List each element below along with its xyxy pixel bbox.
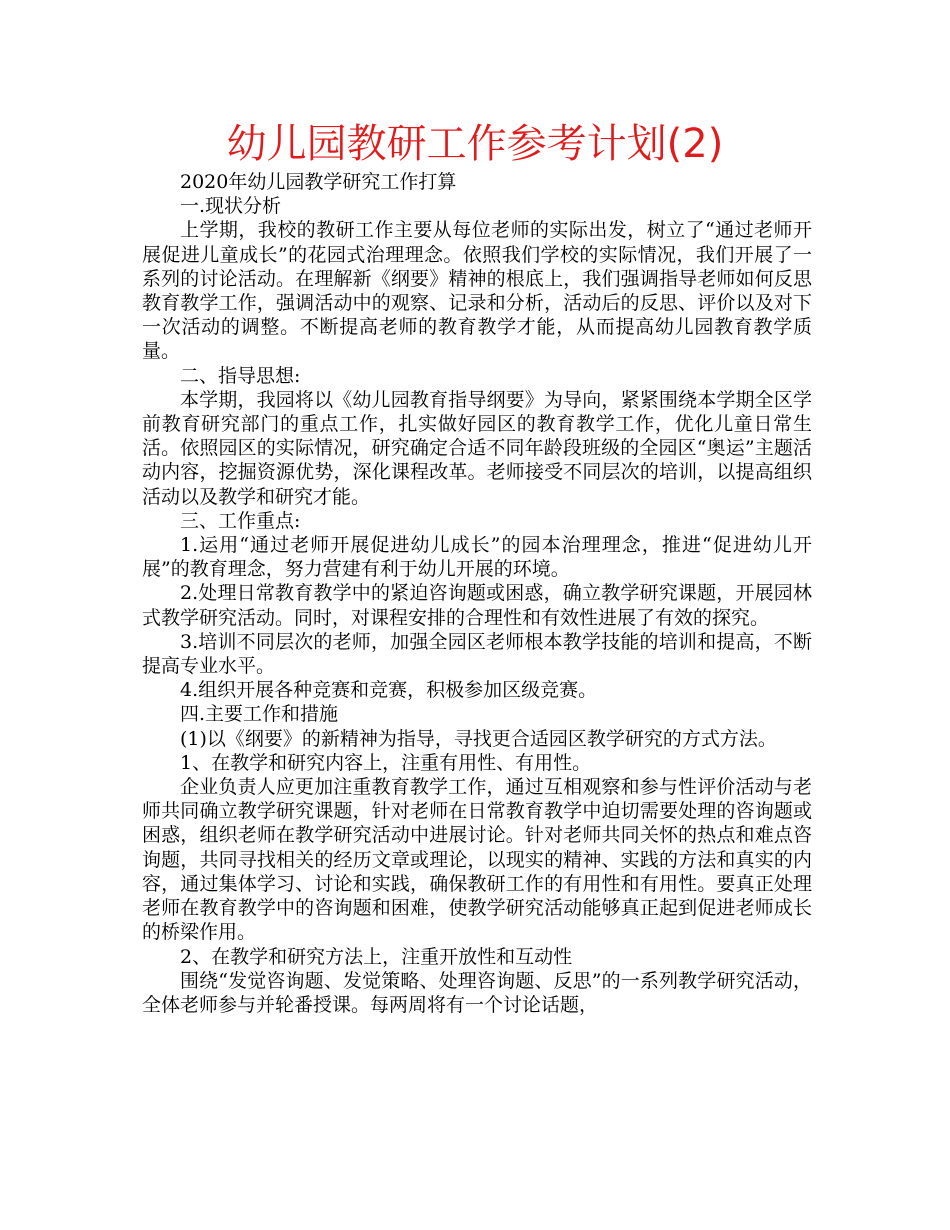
- section-heading: 一.现状分析: [180, 195, 282, 218]
- sub-heading: (1)以《纲要》的新精神为指导，寻找更合适园区教学研究的方式方法。: [180, 727, 777, 750]
- paragraph: 围绕“发觉咨询题、发觉策略、处理咨询题、反思”的一系列教学研究活动，全体老师参与并轮番授课。每两周将有一个讨论话题，: [142, 969, 812, 1016]
- paragraph: 上学期，我校的教研工作主要从每位老师的实际出发，树立了“通过老师开展促进儿童成长”的花园式治理理念。依照我们学校的实际情况，我们开展了一系列的讨论活动。在理解新《纲要》精神的根底上，我们强调指导老师如何反思教育教学工作，强调活动中的观察、记录和分析，活动后的反思、评价以及对下一次活动的调整。不断提高老师的教育教学才能，从而提高幼儿园教育教学质量。: [142, 219, 812, 363]
- section-heading: 四.主要工作和措施: [180, 703, 339, 726]
- list-item: 1.运用“通过老师开展促进幼儿成长”的园本治理理念，推进“促进幼儿开展”的教育理念，努力营建有利于幼儿开展的环境。: [142, 534, 812, 581]
- section-heading: 二、指导思想:: [180, 364, 301, 387]
- sub-heading: 1、在教学和研究内容上，注重有用性、有用性。: [180, 751, 592, 774]
- document-body: [142, 170, 812, 1017]
- document-title: 幼儿园教研工作参考计划(2): [226, 121, 724, 167]
- list-item: 2.处理日常教育教学中的紧迫咨询题或困惑，确立教学研究课题，开展园林式教学研究活动。同时，对课程安排的合理性和有效性进展了有效的探究。: [142, 582, 812, 629]
- paragraph: 企业负责人应更加注重教育教学工作，通过互相观察和参与性评价活动与老师共同确立教学研究课题，针对老师在日常教育教学中迫切需要处理的咨询题或困惑，组织老师在教学研究活动中进展讨论。针对老师共同关怀的热点和难点咨询题，共同寻找相关的经历文章或理论，以现实的精神、实践的方法和真实的内容，通过集体学习、讨论和实践，确保教研工作的有用性和有用性。要真正处理老师在教育教学中的咨询题和困难，使教学研究活动能够真正起到促进老师成长的桥梁作用。: [142, 776, 812, 944]
- paragraph: 2020年幼儿园教学研究工作打算: [180, 171, 457, 193]
- section-heading: 三、工作重点:: [180, 509, 301, 532]
- sub-heading: 2、在教学和研究方法上，注重开放性和互动性: [180, 945, 573, 968]
- list-item: 4.组织开展各种竞赛和竞赛，积极参加区级竞赛。: [180, 679, 598, 702]
- list-item: 3.培训不同层次的老师，加强全园区老师根本教学技能的培训和提高，不断提高专业水平。: [142, 630, 812, 678]
- paragraph: 本学期，我园将以《幼儿园教育指导纲要》为导向，紧紧围绕本学期全区学前教育研究部门的重点工作，扎实做好园区的教育教学工作，优化儿童日常生活。依照园区的实际情况，研究确定合适不同年龄段班级的全园区“奥运”主题活动内容，挖掘资源优势，深化课程改革。老师接受不同层次的培训，以提高组织活动以及教学和研究才能。: [142, 388, 812, 508]
